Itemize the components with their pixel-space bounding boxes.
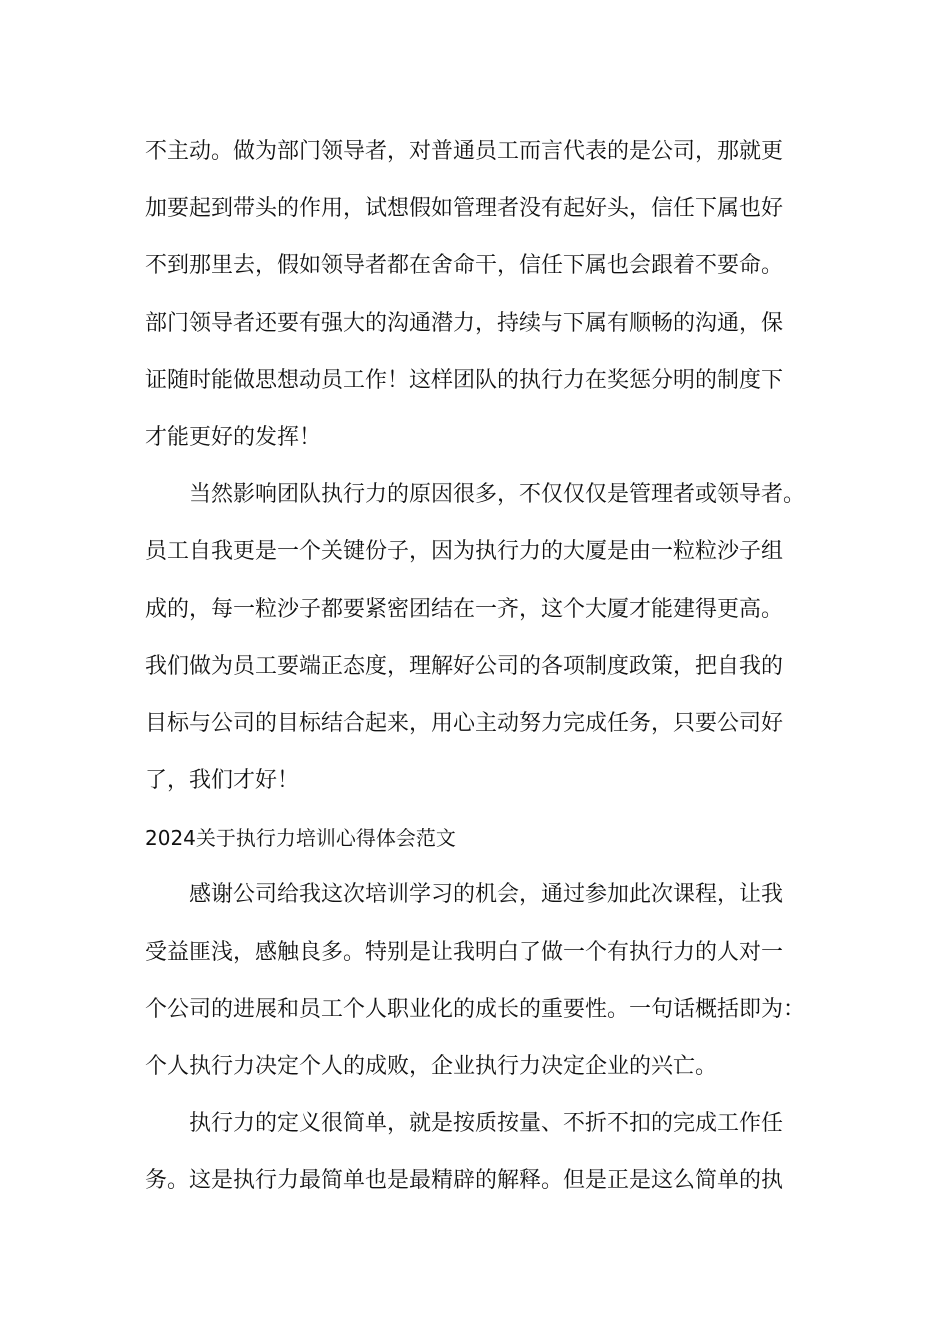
text-line: 个公司的进展和员工个人职业化的成长的重要性。一句话概括即为： (145, 996, 806, 1022)
text-line: 证随时能做思想动员工作！这样团队的执行力在奖惩分明的制度下 (145, 367, 784, 393)
section-heading: 2024关于执行力培训心得体会范文 (145, 826, 456, 851)
text-line: 成的，每一粒沙子都要紧密团结在一齐，这个大厦才能建得更高。 (145, 596, 784, 622)
text-line: 受益匪浅，感触良多。特别是让我明白了做一个有执行力的人对一 (145, 939, 784, 965)
text-line: 不主动。做为部门领导者，对普通员工而言代表的是公司，那就更 (145, 139, 784, 164)
document-body (145, 128, 815, 1215)
text-line: 个人执行力决定个人的成败，企业执行力决定企业的兴亡。 (145, 1054, 718, 1079)
text-line: 感谢公司给我这次培训学习的机会，通过参加此次课程，让我 (189, 882, 784, 908)
text-line: 务。这是执行力最简单也是最精辟的解释。但是正是这么简单的执 (145, 1168, 784, 1194)
text-line: 才能更好的发挥！ (145, 424, 322, 450)
text-line: 我们做为员工要端正态度，理解好公司的各项制度政策，把自我的 (145, 653, 784, 679)
text-line: 部门领导者还要有强大的沟通潜力，持续与下属有顺畅的沟通，保 (145, 310, 784, 336)
text-line: 加要起到带头的作用，试想假如管理者没有起好头，信任下属也好 (145, 196, 784, 222)
text-line: 当然影响团队执行力的原因很多，不仅仅仅是管理者或领导者。 (189, 482, 806, 508)
text-line: 执行力的定义很简单，就是按质按量、不折不扣的完成工作任 (189, 1111, 784, 1137)
text-line: 目标与公司的目标结合起来，用心主动努力完成任务，只要公司好 (145, 710, 784, 736)
text-line: 不到那里去，假如领导者都在舍命干，信任下属也会跟着不要命。 (145, 253, 784, 279)
text-line: 员工自我更是一个关键份子，因为执行力的大厦是由一粒粒沙子组 (145, 539, 784, 565)
text-line: 了，我们才好！ (145, 768, 300, 794)
